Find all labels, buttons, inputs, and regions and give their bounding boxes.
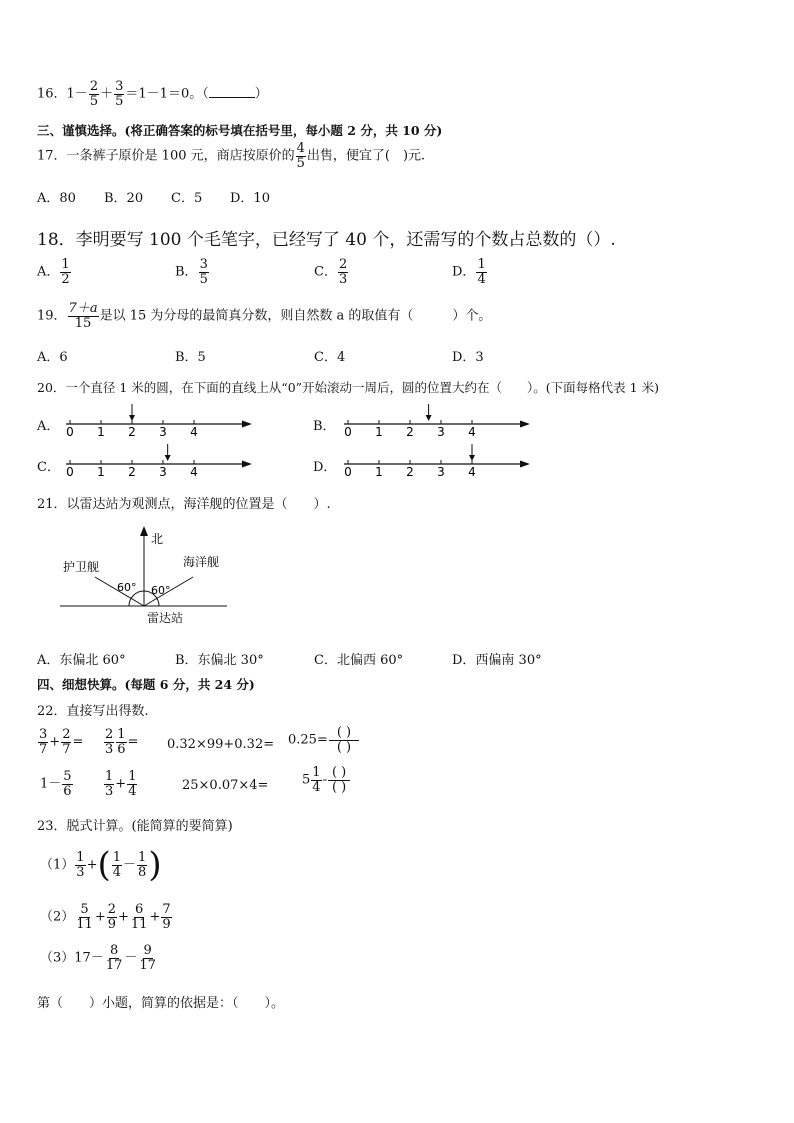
tick-label: 2 <box>128 465 136 478</box>
q19-option-d[interactable]: D．3 <box>452 350 484 365</box>
q21-option-d[interactable]: D．西偏南 30° <box>452 653 542 668</box>
q22-item-7: 25×0.07×4= <box>182 778 269 793</box>
q16-tail: ＝1－1＝0。（ <box>125 86 209 102</box>
tick-label: 4 <box>190 425 198 438</box>
q18-text: 18．李明要写 100 个毛笔字，已经写了 40 个，还需写的个数占总数的（）. <box>37 230 616 250</box>
position-arrowhead <box>469 455 475 461</box>
number-line-a <box>60 402 260 438</box>
q23-part-2: （2） $\frac{5}{11}$ + $\frac{2}{9}$ + $\frac{6}{11}$ + $\frac{7}{9}$ <box>40 902 171 932</box>
q19-option-a[interactable]: A．6 <box>37 350 68 365</box>
q16-number: 16． <box>37 86 67 102</box>
number-line-c <box>60 442 260 478</box>
q22-item-8: 5 $\frac{1}{4}$ - ( ) ( ) <box>302 766 351 794</box>
tick-label: 1 <box>97 465 105 478</box>
position-arrowhead <box>129 415 135 421</box>
tick-label: 1 <box>375 465 383 478</box>
q23-part-3: （3）17－ $\frac{8}{17}$ － $\frac{9}{17}$ <box>40 943 156 973</box>
q18-option-b[interactable]: B． $\frac{3}{5}$ <box>175 257 208 287</box>
q18-option-c[interactable]: C． $\frac{2}{3}$ <box>314 257 348 287</box>
number-line-d <box>338 442 538 478</box>
number-line-b <box>338 402 538 438</box>
q20-option-a[interactable]: A． <box>37 419 60 434</box>
q19: 19． $\frac{7+a}{15}$ 是以 15 为分母的最简真分数，则自然数 a 的取值有（ ）个。 <box>37 301 492 331</box>
q19-option-b[interactable]: B．5 <box>175 350 206 365</box>
fraction: $\frac{7+a}{15}$ <box>68 301 98 331</box>
q17-option-d[interactable]: D．10 <box>230 191 270 206</box>
answer-fraction[interactable]: ( ) ( ) <box>328 766 350 794</box>
tick-label: 3 <box>159 425 167 438</box>
angle-right-label: 60° <box>151 584 171 597</box>
q22-item-1: $\frac{3}{7}$ + $\frac{2}{7}$ = <box>39 727 84 757</box>
tick-label: 0 <box>344 465 352 478</box>
tick-label: 4 <box>190 465 198 478</box>
position-arrowhead <box>165 455 171 461</box>
q21-option-c[interactable]: C．北偏西 60° <box>314 653 404 668</box>
axis-arrowhead <box>242 421 252 428</box>
q22-item-2: $\frac{2}{3}$ $\frac{1}{6}$ = <box>105 727 139 757</box>
q21-option-a[interactable]: A．东偏北 60° <box>37 653 126 668</box>
q17-option-b[interactable]: B．20 <box>104 191 144 206</box>
tick-label: 0 <box>66 425 74 438</box>
tick-label: 0 <box>344 425 352 438</box>
axis-arrowhead <box>242 461 252 468</box>
tick-label: 3 <box>159 465 167 478</box>
q18-option-d[interactable]: D． $\frac{1}{4}$ <box>452 257 486 287</box>
tick-label: 0 <box>66 465 74 478</box>
q20-option-c[interactable]: C． <box>37 460 60 475</box>
station-label: 雷达站 <box>147 611 184 625</box>
section-4-heading: 四、细想快算。(每题 6 分，共 24 分) <box>37 677 255 692</box>
q19-option-c[interactable]: C．4 <box>314 350 346 365</box>
radar-diagram <box>55 522 240 630</box>
q22-title: 22．直接写出得数. <box>37 704 149 719</box>
axis-arrowhead <box>520 421 530 428</box>
q16-lead: 1－ <box>66 86 88 102</box>
fraction: $\frac{4}{5}$ <box>296 141 305 171</box>
q20-option-d[interactable]: D． <box>313 460 337 475</box>
tick-label: 1 <box>375 425 383 438</box>
tick-label: 2 <box>128 425 136 438</box>
q20-option-b[interactable]: B． <box>313 419 336 434</box>
q22-item-5: 1－ $\frac{5}{6}$ <box>40 769 72 799</box>
tick-label: 3 <box>437 465 445 478</box>
answer-blank[interactable] <box>209 85 255 98</box>
tick-label: 1 <box>97 425 105 438</box>
fraction: $\frac{3}{5}$ <box>115 79 124 109</box>
q18-option-a[interactable]: A． $\frac{1}{2}$ <box>37 257 70 287</box>
q17: 17．一条裤子原价是 100 元，商店按原价的 $\frac{4}{5}$ 出售，便宜了( )元. <box>37 141 426 171</box>
axis-arrowhead <box>520 461 530 468</box>
q22-item-4: 0.25= ( ) ( ) <box>288 726 360 754</box>
right-ship-label: 海洋舰 <box>183 555 220 569</box>
section-3-heading: 三、谨慎选择。(将正确答案的标号填在括号里，每小题 2 分，共 10 分) <box>37 123 443 138</box>
q20-text: 20．一个直径 1 米的圆，在下面的直线上从“0”开始滚动一周后，圆的位置大约在（ ）。(下面每格代表 1 米) <box>37 380 659 395</box>
q21-text: 21．以雷达站为观测点，海洋舰的位置是（ ）. <box>37 497 331 512</box>
angle-left-label: 60° <box>117 581 137 594</box>
tick-label: 4 <box>468 465 476 478</box>
tick-label: 4 <box>468 425 476 438</box>
tick-label: 2 <box>406 465 414 478</box>
q16: 16．1－ $\frac{2}{5}$ ＋ $\frac{3}{5}$ ＝1－1＝0。（ ） <box>37 79 268 109</box>
q17-text: 17．一条裤子原价是 100 元，商店按原价的 <box>37 148 295 164</box>
tick-label: 3 <box>437 425 445 438</box>
q23-footer: 第（ ）小题，简算的依据是：（ ）。 <box>37 996 285 1011</box>
north-label: 北 <box>151 532 164 546</box>
q17-option-c[interactable]: C．5 <box>171 191 203 206</box>
q22-item-3: 0.32×99+0.32= <box>167 737 275 752</box>
fraction: $\frac{2}{5}$ <box>89 79 99 109</box>
left-ship-label: 护卫舰 <box>63 560 100 574</box>
tick-label: 2 <box>406 425 414 438</box>
q17-option-a[interactable]: A．80 <box>37 191 76 206</box>
position-arrowhead <box>426 415 432 421</box>
q23-part-1: （1） $\frac{1}{3}$ +( $\frac{1}{4}$ － $\frac{1}{8}$ ) <box>40 845 162 885</box>
answer-fraction[interactable]: ( ) ( ) <box>329 726 359 754</box>
q22-item-6: $\frac{1}{3}$ + $\frac{1}{4}$ <box>105 769 137 799</box>
q23-title: 23．脱式计算。(能简算的要简算) <box>37 819 233 834</box>
q21-option-b[interactable]: B．东偏北 30° <box>175 653 264 668</box>
